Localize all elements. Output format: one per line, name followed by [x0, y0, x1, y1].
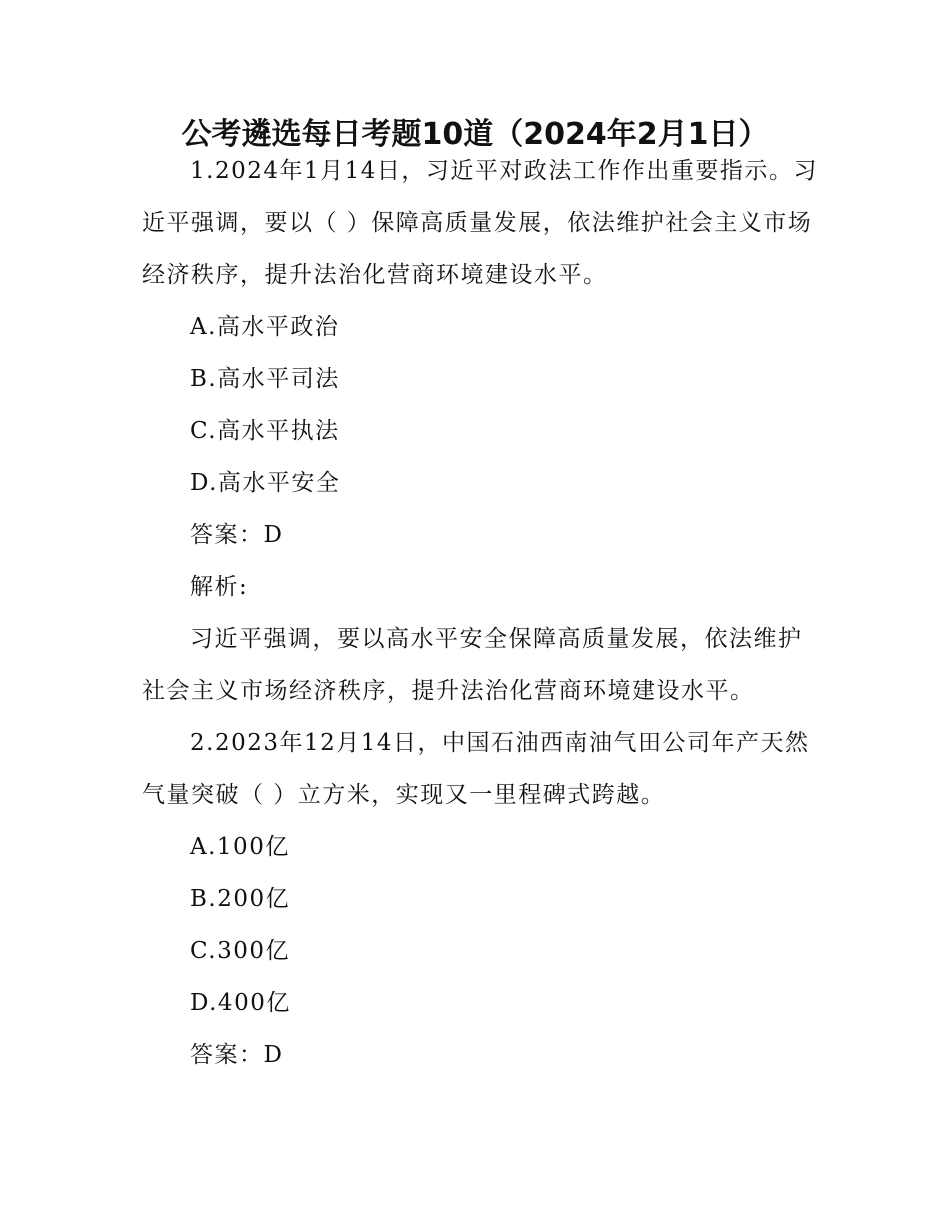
question-stem: 2.2023年12月14日，中国石油西南油气田公司年产天然气量突破（ ）立方米，实现又一里程碑式跨越。 — [142, 730, 810, 808]
option-c: C.300亿 — [190, 938, 290, 964]
analysis-text: 习近平强调，要以高水平安全保障高质量发展，依法维护社会主义市场经济秩序，提升法治化营商环境建设水平。 — [142, 626, 803, 704]
option-a: A.100亿 — [190, 834, 290, 860]
analysis-label: 解析: — [190, 574, 249, 600]
option-b: B.200亿 — [190, 886, 291, 912]
option-a: A.高水平政治 — [190, 314, 340, 340]
question-block — [142, 145, 818, 717]
option-d: D.400亿 — [190, 990, 291, 1016]
page-title: 公考遴选每日考题10道（2024年2月1日） — [181, 117, 769, 152]
question-block — [142, 717, 818, 1081]
answer: 答案：D — [190, 1042, 284, 1068]
question-stem: 1.2024年1月14日，习近平对政法工作作出重要指示。习近平强调，要以（ ）保障高质量发展，依法维护社会主义市场经济秩序，提升法治化营商环境建设水平。 — [142, 158, 818, 288]
document-body — [142, 145, 818, 1081]
option-c: C.高水平执法 — [190, 418, 340, 444]
answer: 答案：D — [190, 522, 284, 548]
option-d: D.高水平安全 — [190, 470, 341, 496]
option-b: B.高水平司法 — [190, 366, 340, 392]
